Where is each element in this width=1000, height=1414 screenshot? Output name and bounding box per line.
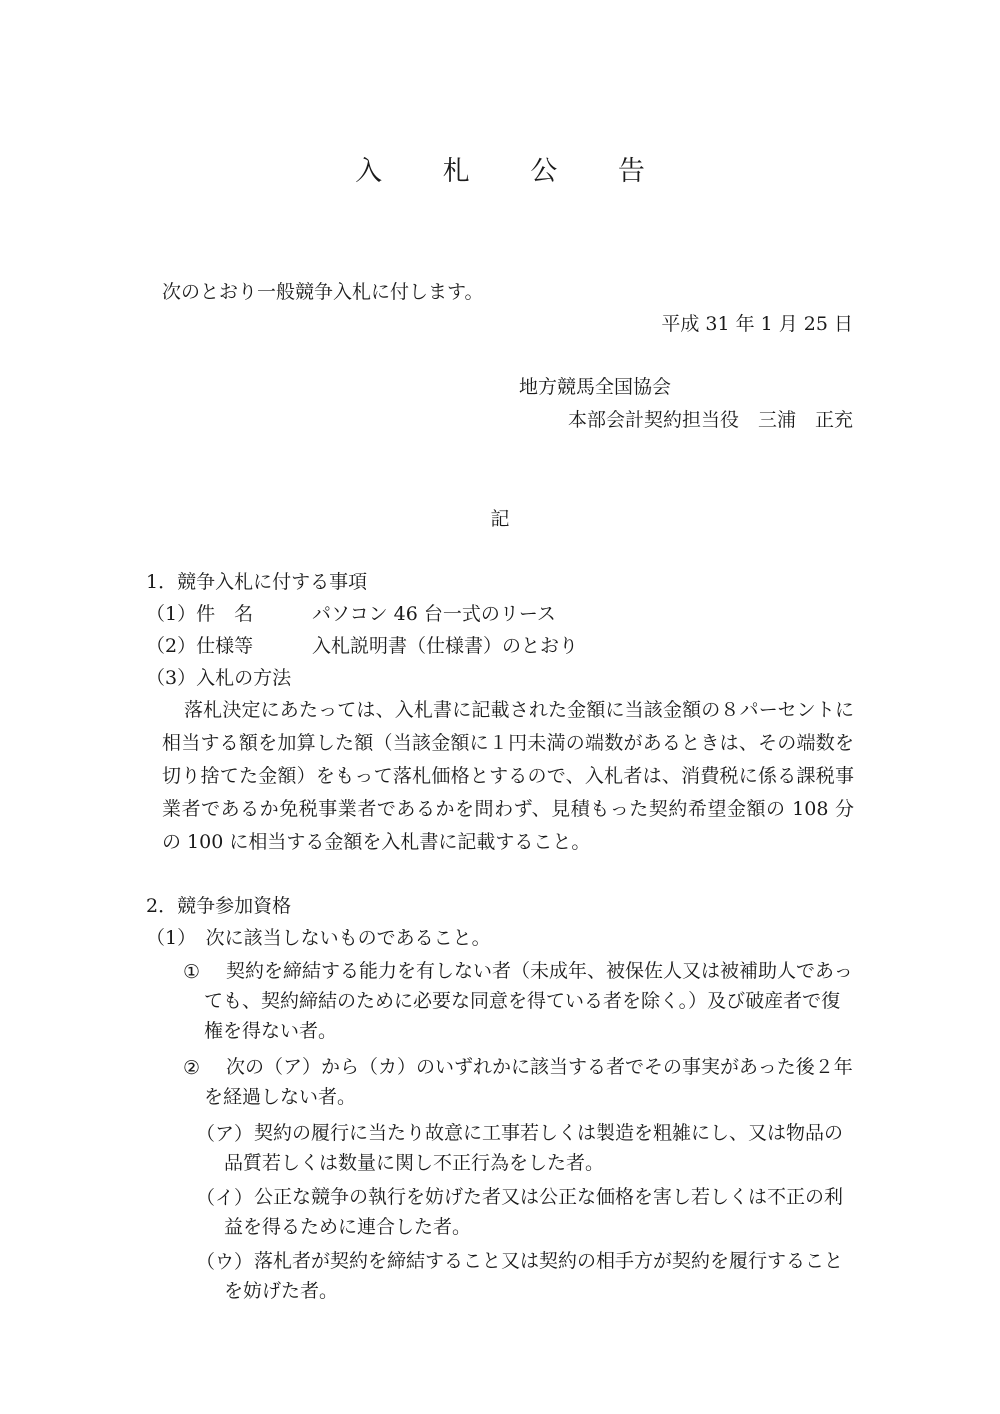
section2-item1: （1） 次に該当しないものであること。 (146, 927, 491, 949)
section2-a-mark: （ア） (196, 1123, 254, 1145)
section2-i-mark: （イ） (196, 1187, 254, 1209)
section2-sub1-text: 契約を締結する能力を有しない者（未成年、被保佐人又は被補助人であっても、契約締結のために必要な同意を得ている者を除く。）及び破産者で復権を得ない者。 (204, 960, 853, 1042)
section1-item3-body: 落札決定にあたっては、入札書に記載された金額に当該金額の８パーセントに相当する額を加算した額（当該金額に１円未満の端数があるときは、その端数を切り捨てた金額）をもって落札価格とするので、入札者は、消費税に係る課税事業者であるか免税事業者であるかを問わず、見積もった契約希望金額の 108 分の 100 に相当する金額を入札書に記載すること。 (162, 699, 854, 853)
section2-u-text: 落札者が契約を締結すること又は契約の相手方が契約を履行することを妨げた者。 (224, 1250, 844, 1302)
section1-item2-value: 入札説明書（仕様書）のとおり (312, 635, 579, 657)
section1-item2-label: （2）仕様等 (146, 635, 254, 657)
section2-sub1-mark: ① (183, 961, 201, 983)
intro-text: 次のとおり一般競争入札に付します。 (162, 281, 484, 303)
section2-heading: 2．競争参加資格 (146, 895, 292, 917)
section1-item1-value: パソコン 46 台一式のリース (312, 603, 556, 625)
issue-date: 平成 31 年 1 月 25 日 (661, 313, 853, 335)
section1-item3-label: （3）入札の方法 (146, 667, 292, 689)
section2-u-mark: （ウ） (196, 1251, 254, 1273)
ki-mark: 記 (490, 508, 510, 530)
section1-item1-label: （1）件 名 (146, 603, 254, 625)
page-title: 入 札 公 告 (355, 156, 671, 187)
section2-a-text: 契約の履行に当たり故意に工事若しくは製造を粗雑にし、又は物品の品質若しくは数量に関し不正行為をした者。 (224, 1122, 844, 1174)
section1-heading: 1．競争入札に付する事項 (146, 571, 368, 593)
section2-sub2-text: 次の（ア）から（カ）のいずれかに該当する者でその事実があった後２年を経過しない者。 (204, 1056, 853, 1108)
section2-i-text: 公正な競争の執行を妨げた者又は公正な価格を害し若しくは不正の利益を得るために連合した者。 (224, 1186, 844, 1238)
issuer-officer: 本部会計契約担当役 三浦 正充 (567, 409, 853, 431)
issuer-org: 地方競馬全国協会 (519, 376, 672, 398)
section2-sub2-mark: ② (183, 1057, 201, 1079)
